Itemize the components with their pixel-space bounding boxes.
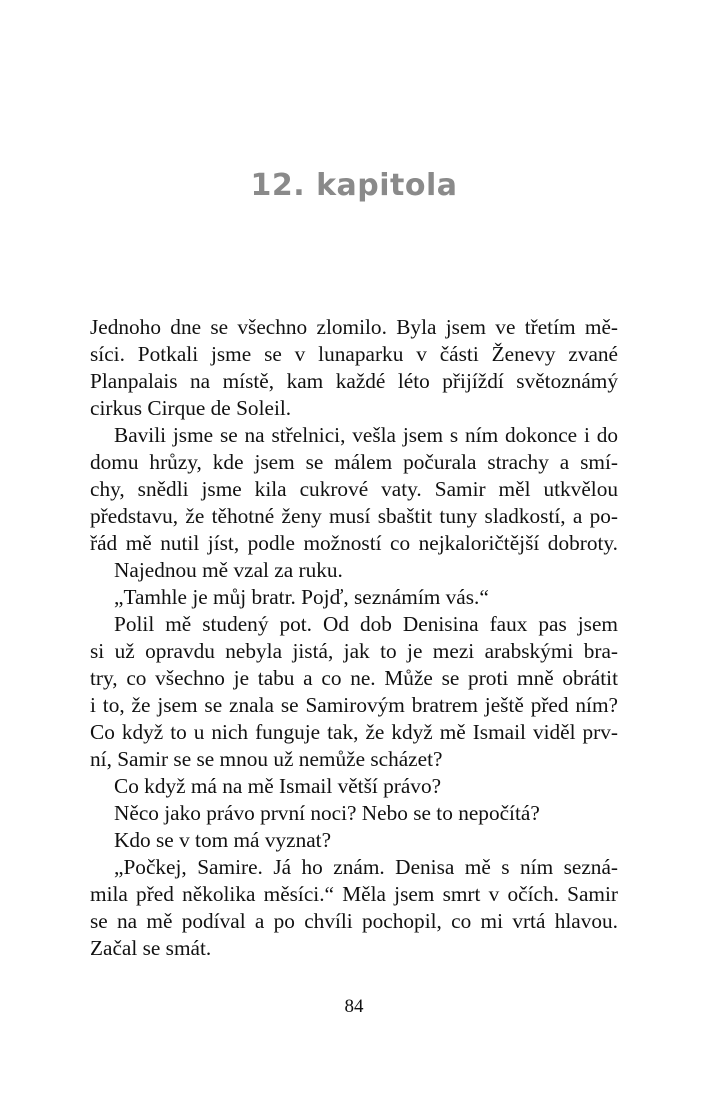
text-line: Planpalais na místě, kam každé léto přijíždí světoznámý [90,369,618,393]
text-line: mila před několika měsíci.“ Měla jsem smrt v očích. Samir [90,882,618,906]
text-line: si už opravdu nebyla jistá, jak to je mezi arabskými bra- [90,639,618,663]
text-line: Polil mě studený pot. Od dob Denisina faux pas jsem [114,612,618,636]
text-line: Co když to u nich funguje tak, že když mě Ismail viděl prv- [90,720,618,744]
text-line: Kdo se v tom má vyznat? [114,828,332,852]
text-line: Jednoho dne se všechno zlomilo. Byla jsem ve třetím mě- [90,315,618,339]
text-line: cirkus Cirque de Soleil. [90,396,292,420]
text-line: Najednou mě vzal za ruku. [114,558,343,582]
text-line: představu, že těhotné ženy musí sbaštit tuny sladkostí, a po- [90,504,618,528]
text-line: domu hrůzy, kde jsem se málem počurala strachy a smí- [90,450,618,474]
page-number: 84 [344,996,364,1017]
text-line: Začal se smát. [90,936,212,960]
text-line: i to, že jsem se znala se Samirovým bratrem ještě před ním? [90,693,618,717]
text-line: Co když má na mě Ismail větší právo? [114,774,442,798]
text-line: síci. Potkali jsme se v lunaparku v části Ženevy zvané [90,342,618,366]
text-line: Něco jako právo první noci? Nebo se to nepočítá? [114,801,540,825]
text-line: ní, Samir se se mnou už nemůže scházet? [90,747,443,771]
text-line: se na mě podíval a po chvíli pochopil, co mi vrtá hlavou. [90,909,618,933]
text-line: řád mě nutil jíst, podle možností co nejkaloričtější dobroty. [90,531,618,555]
text-line: chy, snědli jsme kila cukrové vaty. Samir měl utkvělou [90,477,618,501]
text-line: „Tamhle je můj bratr. Pojď, seznámím vás.“ [114,585,489,609]
text-line: Bavili jsme se na střelnici, vešla jsem s ním dokonce i do [114,423,618,447]
text-line: try, co všechno je tabu a co ne. Může se proti mně obrátit [90,666,618,690]
chapter-title: 12. kapitola [250,168,458,203]
body-text [90,314,618,962]
text-line: „Počkej, Samire. Já ho znám. Denisa mě s ním sezná- [114,855,618,879]
